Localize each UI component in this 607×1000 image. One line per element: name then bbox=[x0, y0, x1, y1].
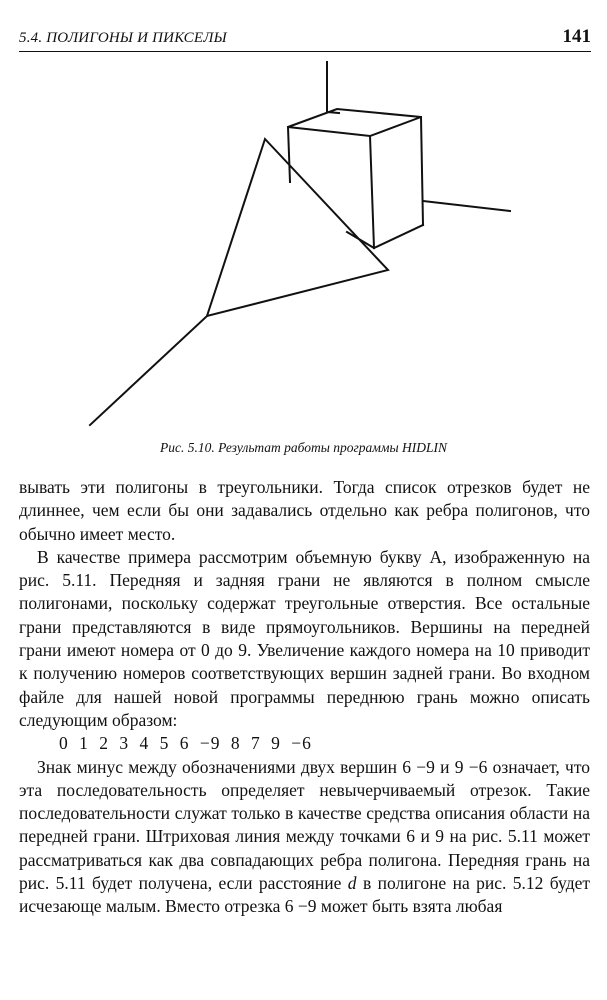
paragraph-1: вывать эти полигоны в треугольники. Тогда список отрезков будет не длиннее, чем если бы они задавались отдельно как ребра полигонов, что обычно имеет место. bbox=[19, 477, 590, 544]
cube-front-right-edge bbox=[370, 136, 374, 248]
page-number: 141 bbox=[562, 26, 591, 47]
figure-caption: Рис. 5.10. Результат работы программы HIDLIN bbox=[159, 440, 448, 455]
section-title: 5.4. ПОЛИГОНЫ И ПИКСЕЛЫ bbox=[19, 30, 227, 46]
cube-bottom-right-edge bbox=[374, 225, 423, 248]
paragraph-3-text-b: в полигоне на рис. 5.12 будет исчезающе малым. Вместо отрезка 6 −9 может быть взята любая bbox=[19, 873, 591, 917]
cube-front-left-edge bbox=[288, 127, 290, 182]
body-text bbox=[19, 476, 590, 919]
paragraph-2: В качестве примера рассмотрим объемную букву А, изображенную на рис. 5.11. Передняя и задняя грани не являются в полном смысле полигонами, поскольку содержат треугольные отверстия. Все остальные грани представляются в виде прямоугольников. Вершины на передней грани имеют номера от 0 до 9. Увеличение каждого номера на 10 приводит к получению номеров соответствующих вершин задней грани. Во входном файле для нашей новой программы переднюю грань можно описать следующим образом: bbox=[19, 546, 590, 730]
paragraph-3 bbox=[19, 756, 590, 919]
cube-back-right-edge bbox=[421, 117, 423, 225]
axis-y-line bbox=[90, 316, 207, 425]
axis-x-line bbox=[423, 201, 510, 211]
cube-top-face bbox=[288, 109, 421, 136]
paragraph-3-text-a: Знак минус между обозначениями двух вершин 6 −9 и 9 −6 означает, что эта последовательность определяет невычерчиваемый отрезок. Такие последовательности служат только в качестве средства описания области на передней грани. Штриховая линия между точками 6 и 9 на рис. 5.11 может рассматриваться как два совпадающих ребра полигона. Передняя грань на рис. 5.11 будет получена, если расстояние bbox=[19, 756, 590, 894]
running-header bbox=[19, 26, 591, 50]
triangle bbox=[207, 139, 388, 316]
vertex-sequence: 0 1 2 3 4 5 6 −9 8 7 9 −6 bbox=[59, 733, 312, 754]
variable-d: d bbox=[347, 873, 357, 894]
figure-hidden-line-drawing bbox=[0, 50, 607, 435]
